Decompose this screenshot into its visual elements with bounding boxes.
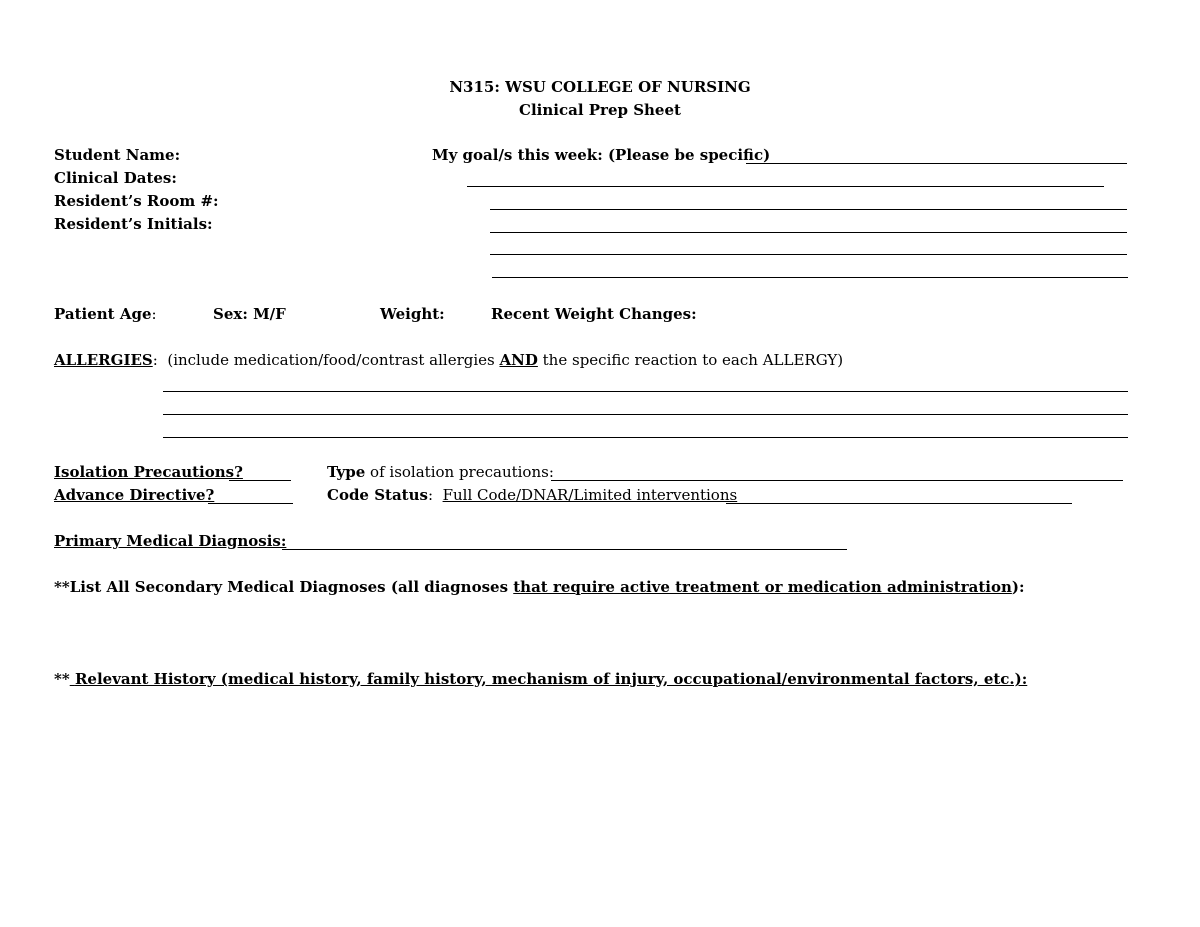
isolation-label: Isolation Precautions? xyxy=(54,463,243,481)
goal-line-6[interactable] xyxy=(492,277,1128,278)
history-prefix: ** xyxy=(54,670,70,688)
page-title: N315: WSU COLLEGE OF NURSING xyxy=(449,78,751,96)
patient-age-field xyxy=(54,305,157,323)
resident-room-label: Resident’s Room #: xyxy=(54,192,219,210)
allergies-label: ALLERGIES xyxy=(54,351,153,369)
history-label-underlined xyxy=(70,670,1028,688)
allergies-line-2[interactable] xyxy=(163,414,1128,415)
goal-line-2[interactable] xyxy=(467,186,1104,187)
goal-label: My goal/s this week: (Please be specific) xyxy=(432,146,771,164)
goal-line-1[interactable] xyxy=(746,163,1127,164)
page-subtitle: Clinical Prep Sheet xyxy=(519,101,681,119)
secondary-prefix: **List All Secondary Medical Diagnoses (all diagnoses xyxy=(54,578,509,596)
code-status-line[interactable] xyxy=(726,503,1072,504)
goal-line-5[interactable] xyxy=(490,254,1127,255)
allergies-and: AND xyxy=(499,351,538,369)
recent-weight-label: Recent Weight Changes: xyxy=(491,305,697,323)
secondary-underlined: that require active treatment or medication administration xyxy=(513,578,1012,596)
allergies-line-3[interactable] xyxy=(163,437,1128,438)
code-status-row xyxy=(327,486,737,504)
advance-directive-line[interactable] xyxy=(208,503,293,504)
primary-diagnosis-line[interactable] xyxy=(282,549,847,550)
patient-age-colon: : xyxy=(151,305,157,323)
history-label: Relevant History (medical history, family history, mechanism of injury, occupational/environmental factors, etc.): xyxy=(74,670,1028,688)
relevant-history-row xyxy=(54,670,1027,688)
student-name-label: Student Name: xyxy=(54,146,181,164)
primary-diagnosis-label: Primary Medical Diagnosis: xyxy=(54,532,287,550)
allergies-text-before: (include medication/food/contrast allergies xyxy=(167,351,495,369)
allergies-colon: : xyxy=(152,351,158,369)
isolation-type-rest: of isolation precautions: xyxy=(370,463,554,481)
advance-directive-label: Advance Directive? xyxy=(54,486,215,504)
sex-label: Sex: M/F xyxy=(213,305,286,323)
isolation-type-row xyxy=(327,463,554,481)
isolation-type-line[interactable] xyxy=(551,480,1123,481)
patient-age-label: Patient Age xyxy=(54,305,152,323)
weight-label: Weight: xyxy=(380,305,445,323)
secondary-diagnoses-row xyxy=(54,578,1025,596)
allergies-line-1[interactable] xyxy=(163,391,1128,392)
code-status-label: Code Status xyxy=(327,486,428,504)
goal-line-4[interactable] xyxy=(490,232,1127,233)
code-status-options: Full Code/DNAR/Limited interventions xyxy=(442,486,738,504)
goal-line-3[interactable] xyxy=(490,209,1127,210)
isolation-answer-line[interactable] xyxy=(229,480,291,481)
allergies-row xyxy=(54,351,843,369)
isolation-type-word: Type xyxy=(327,463,366,481)
code-status-colon: : xyxy=(427,486,434,504)
secondary-suffix: ): xyxy=(1011,578,1025,596)
resident-initials-label: Resident’s Initials: xyxy=(54,215,213,233)
allergies-text-after: the specific reaction to each ALLERGY) xyxy=(542,351,844,369)
clinical-dates-label: Clinical Dates: xyxy=(54,169,177,187)
